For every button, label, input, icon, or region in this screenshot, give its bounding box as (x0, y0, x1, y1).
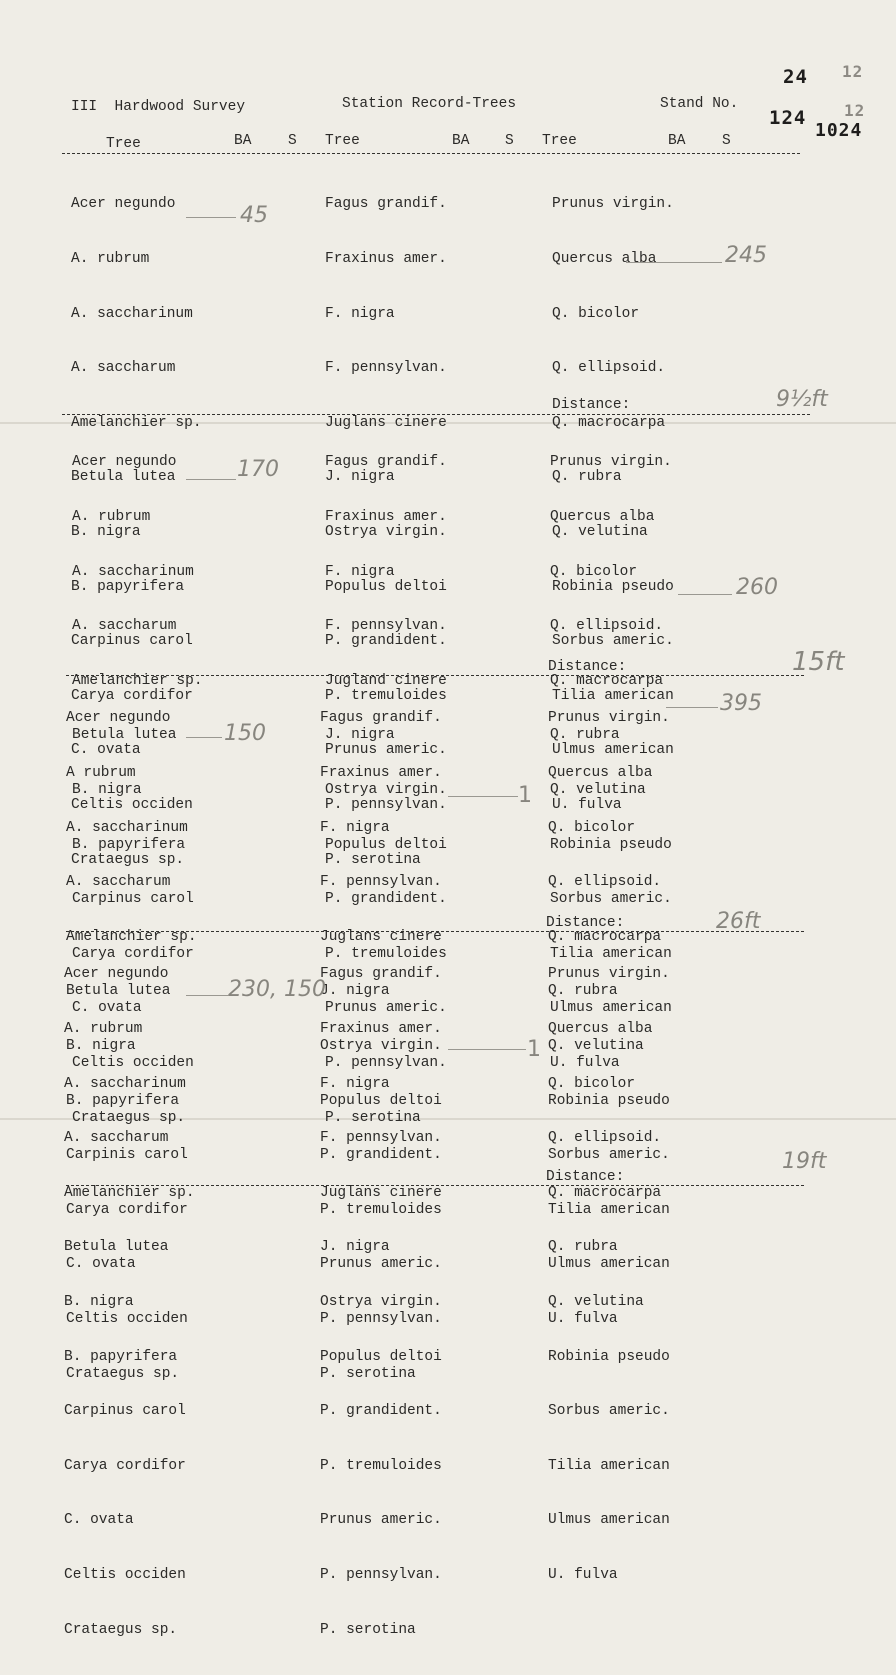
tree-entry: A. saccharinum (71, 305, 193, 322)
tree-entry: Q. bicolor (548, 1075, 636, 1092)
tree-entry: Betula lutea (64, 1239, 169, 1256)
tree-entry: Q. velutina (550, 781, 646, 798)
tree-entry: P. grandident. (320, 1147, 442, 1164)
tree-entry: B. papyrifera (66, 1092, 180, 1109)
tree-entry: P. pennsylvan. (325, 1054, 447, 1071)
tree-entry: P. grandident. (325, 891, 447, 908)
distance-label: Distance: (552, 397, 631, 413)
tree-entry: A. saccharinum (66, 819, 188, 836)
tree-entry: Quercus alba (552, 251, 657, 267)
handwritten-species-count: 1 (527, 1037, 541, 1062)
handwritten-pointer-line (448, 1049, 526, 1050)
tree-entry: B. nigra (64, 1293, 134, 1310)
tree-entry: Carya cordifor (71, 687, 193, 704)
tree-entry: A. rubrum (72, 509, 151, 525)
tree-entry: P. serotina (320, 1621, 416, 1638)
tree-entry: J. nigra (325, 469, 395, 486)
tree-entry: Q. macrocarpa (550, 672, 664, 689)
tree-entry: Q. rubra (548, 1239, 618, 1256)
handwritten-distance: 26ft (716, 909, 761, 934)
tree-entry: J. nigra (320, 1239, 390, 1256)
tree-entry: Carpinus carol (71, 633, 193, 650)
tree-entry: Q. macrocarpa (548, 928, 662, 945)
tree-entry: Sorbus americ. (548, 1147, 670, 1164)
tree-entry: A. saccharum (71, 360, 176, 377)
tree-entry: Carpinis carol (66, 1147, 188, 1164)
tree-entry: Amelanchier sp. (64, 1184, 195, 1201)
tree-entry: Juglans cinere (325, 414, 447, 431)
tree-entry: Crataegus sp. (72, 1109, 186, 1126)
tree-entry: Ostrya virgin. (320, 1037, 442, 1054)
tree-entry: F. nigra (320, 1075, 390, 1092)
tree-entry: P. grandident. (325, 633, 447, 650)
tree-entry: P. tremuloides (320, 1457, 442, 1474)
handwritten-distance: 9½ft (776, 387, 828, 412)
tree-entry: A. saccharum (64, 1130, 169, 1147)
tree-entry: P. pennsylvan. (325, 796, 447, 813)
handwritten-basal-area: 260 (736, 575, 778, 600)
tree-entry: U. fulva (548, 1566, 618, 1583)
distance-label: Distance: (546, 1169, 625, 1185)
tree-entry: F. pennsylvan. (320, 1130, 442, 1147)
tree-entry: Acer negundo (66, 710, 171, 727)
tree-entry: C. ovata (66, 1256, 136, 1273)
tree-entry: B. papyrifera (71, 578, 185, 595)
tree-list-column-2 (320, 929, 442, 1675)
tree-list-column-1 (64, 929, 195, 1675)
tree-entry: Q. ellipsoid. (552, 360, 666, 377)
tree-entry: Q. bicolor (552, 305, 640, 322)
tree-entry: Prunus virgin. (548, 710, 670, 727)
record-title: Station Record-Trees (342, 96, 517, 112)
tree-entry: Carpinus carol (72, 891, 194, 908)
tree-entry: Ulmus american (548, 1512, 670, 1529)
stand-number-stamp: 24 (783, 66, 808, 88)
tree-entry: B. nigra (72, 781, 142, 798)
tree-entry: P. grandident. (320, 1403, 442, 1420)
tree-entry: Robinia pseudo (550, 836, 672, 853)
tree-entry: Jugland cinere (325, 672, 447, 689)
tree-entry: Fagus grandif. (325, 196, 447, 213)
tree-entry: B. nigra (71, 523, 141, 540)
tree-entry: Celtis occiden (72, 1054, 194, 1071)
tree-entry: A. saccharum (72, 618, 177, 635)
tree-entry: Q. velutina (552, 523, 648, 540)
tree-entry: Fraxinus amer. (325, 251, 447, 267)
tree-entry: P. pennsylvan. (320, 1566, 442, 1583)
tree-entry: Acer negundo (72, 454, 177, 471)
tree-entry: C. ovata (72, 1000, 142, 1017)
tree-entry: Q. bicolor (548, 819, 636, 836)
tree-entry: U. fulva (548, 1310, 618, 1327)
handwritten-pointer-line (678, 594, 732, 595)
tree-entry: Tilia american (548, 1457, 670, 1474)
tree-entry: Q. rubra (548, 983, 618, 1000)
tree-entry: A. rubrum (71, 251, 150, 267)
tree-entry: B. papyrifera (72, 836, 186, 853)
tree-entry: C. ovata (71, 742, 141, 759)
tree-entry: A. saccharinum (72, 563, 194, 580)
survey-title: III Hardwood Survey (71, 99, 246, 115)
handwritten-basal-area: 395 (720, 691, 762, 716)
tree-entry: Q. ellipsoid. (548, 1130, 662, 1147)
tree-entry: F. nigra (325, 305, 395, 322)
tree-entry: P. serotina (325, 851, 421, 868)
tree-entry: P. serotina (320, 1365, 416, 1382)
tree-entry: P. tremuloides (320, 1201, 442, 1218)
tree-entry: A. saccharum (66, 874, 171, 891)
tree-entry: P. pennsylvan. (320, 1310, 442, 1327)
tree-entry: Tilia american (552, 687, 674, 704)
stand-number-stamp: 1024 (815, 120, 863, 141)
stand-number-stamp-ghost: 12 (842, 62, 864, 81)
tree-entry: Prunus virgin. (552, 196, 674, 213)
column-header-s: S (288, 133, 297, 149)
tree-entry: Sorbus americ. (550, 891, 672, 908)
tree-entry: Ostrya virgin. (325, 523, 447, 540)
tree-entry: Acer negundo (71, 196, 176, 213)
tree-entry: U. fulva (552, 796, 622, 813)
tree-entry: Sorbus americ. (548, 1403, 670, 1420)
tree-list-column-3 (548, 929, 670, 1621)
tree-entry: Sorbus americ. (552, 633, 674, 650)
tree-entry: Celtis occiden (71, 796, 193, 813)
tree-entry: Carya cordifor (66, 1201, 188, 1218)
tree-entry: Betula lutea (66, 983, 171, 1000)
column-header-tree: Tree (325, 133, 360, 149)
tree-entry: A. rubrum (64, 1021, 143, 1037)
handwritten-species-count: 1 (518, 783, 532, 808)
tree-entry: Betula lutea (71, 469, 176, 486)
tree-entry: Quercus alba (548, 1021, 653, 1037)
tree-entry: Amelanchier sp. (66, 928, 197, 945)
tree-entry: Fraxinus amer. (320, 1021, 442, 1037)
tree-entry: Carya cordifor (72, 945, 194, 962)
tree-entry: Prunus virgin. (548, 966, 670, 983)
tree-entry: Q. velutina (548, 1037, 644, 1054)
handwritten-pointer-line (186, 737, 222, 738)
tree-entry: Prunus virgin. (550, 454, 672, 471)
tree-entry: Fagus grandif. (320, 966, 442, 983)
distance-label: Distance: (546, 915, 625, 931)
tree-entry: Fagus grandif. (325, 454, 447, 471)
tree-entry: Q. ellipsoid. (550, 618, 664, 635)
tree-entry: F. nigra (325, 563, 395, 580)
tree-entry: Crataegus sp. (66, 1365, 180, 1382)
tree-entry: J. nigra (325, 727, 395, 744)
tree-entry: Fagus grandif. (320, 710, 442, 727)
handwritten-pointer-line (448, 796, 518, 797)
tree-entry: F. nigra (320, 819, 390, 836)
tree-entry: Populus deltoi (320, 1348, 442, 1365)
handwritten-basal-area: 150 (224, 721, 266, 746)
tree-entry: Q. rubra (552, 469, 622, 486)
tree-entry: Ulmus american (548, 1256, 670, 1273)
tree-entry: F. pennsylvan. (320, 874, 442, 891)
stand-number-label: Stand No. (660, 96, 739, 112)
tree-entry: Q. ellipsoid. (548, 874, 662, 891)
handwritten-basal-area: 170 (237, 457, 279, 482)
tree-entry: U. fulva (550, 1054, 620, 1071)
tree-entry: P. tremuloides (325, 945, 447, 962)
handwritten-pointer-line (186, 217, 236, 218)
tree-entry: Carya cordifor (64, 1457, 186, 1474)
tree-entry: J. nigra (320, 983, 390, 1000)
tree-entry: Crataegus sp. (71, 851, 185, 868)
column-header-ba: BA (452, 133, 470, 149)
tree-entry: Amelanchier sp. (72, 672, 203, 689)
tree-entry: Fraxinus amer. (320, 765, 442, 781)
tree-entry: Amelanchier sp. (71, 414, 202, 431)
tree-entry: Q. bicolor (550, 563, 638, 580)
distance-label: Distance: (548, 659, 627, 675)
handwritten-basal-area: 230, 150 (228, 977, 326, 1002)
handwritten-basal-area: 245 (725, 243, 767, 268)
tree-entry: Acer negundo (64, 966, 169, 983)
column-header-tree: Tree (106, 136, 141, 152)
tree-entry: F. pennsylvan. (325, 618, 447, 635)
tree-entry: C. ovata (64, 1512, 134, 1529)
tree-entry: Ulmus american (552, 742, 674, 759)
tree-entry: A. saccharinum (64, 1075, 186, 1092)
tree-entry: Prunus americ. (320, 1512, 442, 1529)
handwritten-pointer-line (626, 262, 722, 263)
tree-entry: Betula lutea (72, 727, 177, 744)
tree-entry: Q. velutina (548, 1293, 644, 1310)
tree-entry: Prunus americ. (325, 742, 447, 759)
tree-entry: Quercus alba (550, 509, 655, 525)
tree-entry: Q. rubra (550, 727, 620, 744)
handwritten-distance: 19ft (782, 1149, 827, 1174)
tree-entry: Prunus americ. (320, 1256, 442, 1273)
section-divider (62, 153, 800, 154)
tree-entry: Carpinus carol (64, 1403, 186, 1420)
tree-entry: Tilia american (550, 945, 672, 962)
handwritten-pointer-line (186, 479, 236, 480)
tree-entry: P. serotina (325, 1109, 421, 1126)
tree-entry: Populus deltoi (325, 578, 447, 595)
handwritten-distance: 15ft (792, 647, 845, 677)
stand-number-stamp-ghost: 12 (844, 101, 866, 120)
tree-entry: Robinia pseudo (548, 1092, 670, 1109)
tree-entry: A rubrum (66, 765, 136, 781)
tree-entry: Ostrya virgin. (320, 1293, 442, 1310)
tree-entry: B. nigra (66, 1037, 136, 1054)
tree-entry: Quercus alba (548, 765, 653, 781)
column-header-s: S (722, 133, 731, 149)
tree-entry: P. tremuloides (325, 687, 447, 704)
tree-entry: Juglans cinere (320, 1184, 442, 1201)
tree-entry: B. papyrifera (64, 1348, 178, 1365)
handwritten-basal-area: 45 (240, 203, 268, 228)
tree-entry: Celtis occiden (64, 1566, 186, 1583)
tree-entry: Fraxinus amer. (325, 509, 447, 525)
tree-entry: F. pennsylvan. (325, 360, 447, 377)
tree-entry: Prunus americ. (325, 1000, 447, 1017)
tree-entry: Juglans cinere (320, 928, 442, 945)
tree-entry: Tilia american (548, 1201, 670, 1218)
tree-entry: Robinia pseudo (552, 578, 674, 595)
tree-entry: Robinia pseudo (548, 1348, 670, 1365)
tree-entry: Q. macrocarpa (552, 414, 666, 431)
handwritten-pointer-line (666, 707, 718, 708)
handwritten-pointer-line (186, 995, 228, 996)
tree-entry: Crataegus sp. (64, 1621, 178, 1638)
tree-entry: Ulmus american (550, 1000, 672, 1017)
tree-entry: Q. macrocarpa (548, 1184, 662, 1201)
column-header-ba: BA (234, 133, 252, 149)
stand-number-stamp: 124 (769, 107, 807, 129)
tree-entry: Populus deltoi (320, 1092, 442, 1109)
column-header-s: S (505, 133, 514, 149)
column-header-ba: BA (668, 133, 686, 149)
tree-entry: Celtis occiden (66, 1310, 188, 1327)
tree-entry: Populus deltoi (325, 836, 447, 853)
column-header-tree: Tree (542, 133, 577, 149)
tree-entry: Ostrya virgin. (325, 781, 447, 798)
